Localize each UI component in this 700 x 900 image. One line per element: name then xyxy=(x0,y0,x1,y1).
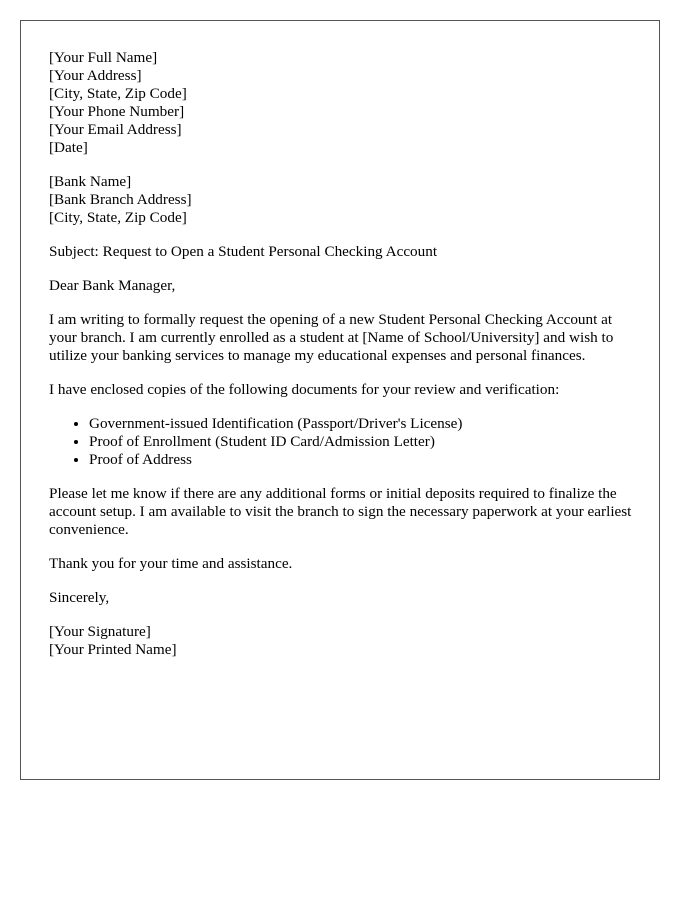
recipient-city-state-zip: [City, State, Zip Code] xyxy=(49,209,187,226)
signature-line: [Your Signature] xyxy=(49,623,151,640)
list-item: • Proof of Address xyxy=(89,451,639,469)
recipient-bank-name: [Bank Name] xyxy=(49,173,132,190)
body-paragraph-1: I am writing to formally request the opening of a new Student Personal Checking Account at your branch. I am currently enrolled as a student at [Name of School/University] and wish to utilize your banking services to manage my educational expenses and personal finances. xyxy=(49,311,614,364)
sender-address: [Your Address] xyxy=(49,67,142,84)
recipient-block xyxy=(49,173,639,227)
body-paragraph-4: Thank you for your time and assistance. xyxy=(49,555,293,572)
letter-content xyxy=(49,49,639,675)
body-paragraph-3: Please let me know if there are any additional forms or initial deposits required to finalize the account setup. I am available to visit the branch to sign the necessary paperwork at your earliest convenience. xyxy=(49,485,632,538)
list-item: • Proof of Enrollment (Student ID Card/Admission Letter) xyxy=(89,433,639,451)
documents-list xyxy=(49,415,639,469)
salutation: Dear Bank Manager, xyxy=(49,277,176,294)
sender-block xyxy=(49,49,639,157)
sender-email: [Your Email Address] xyxy=(49,121,182,138)
sender-full-name: [Your Full Name] xyxy=(49,49,158,66)
subject-line: Subject: Request to Open a Student Personal Checking Account xyxy=(49,243,438,260)
printed-name: [Your Printed Name] xyxy=(49,641,177,658)
body-paragraph-2: I have enclosed copies of the following documents for your review and verification: xyxy=(49,381,560,398)
letter-date: [Date] xyxy=(49,139,88,156)
sender-phone: [Your Phone Number] xyxy=(49,103,185,120)
signature-block xyxy=(49,623,639,659)
letter-page xyxy=(20,20,660,780)
list-item: • Government-issued Identification (Passport/Driver's License) xyxy=(89,415,639,433)
closing: Sincerely, xyxy=(49,589,110,606)
sender-city-state-zip: [City, State, Zip Code] xyxy=(49,85,187,102)
recipient-branch-address: [Bank Branch Address] xyxy=(49,191,192,208)
